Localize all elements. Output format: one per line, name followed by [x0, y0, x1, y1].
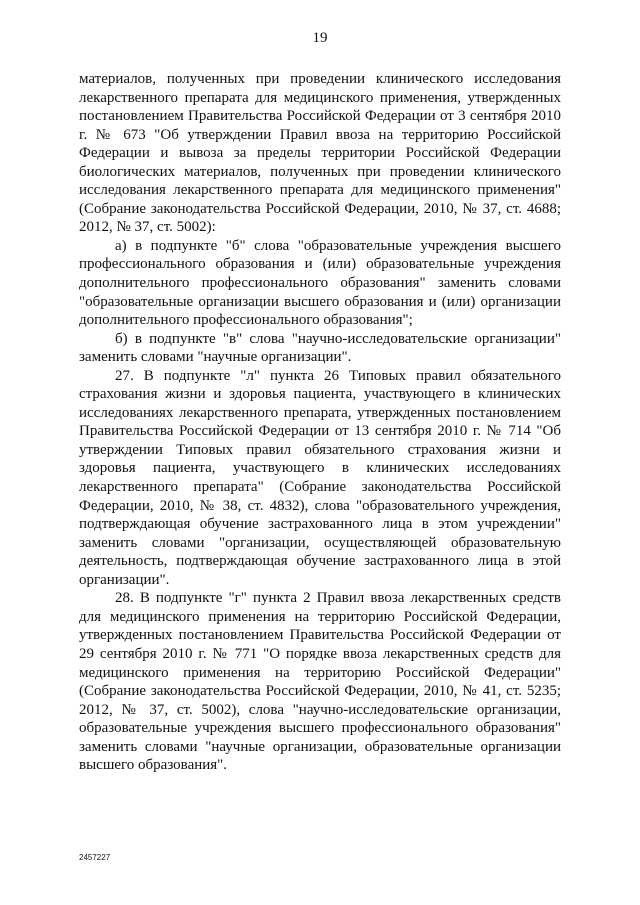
document-body	[79, 70, 561, 775]
paragraph-item-28: 28. В подпункте "г" пункта 2 Правил ввоза лекарственных средств для медицинского применения на территорию Российской Федерации, утвержденных постановлением Правительства Российской Федерации от 29 сентября 2010 г. № 771 "О порядке ввоза лекарственных средств для медицинского применения на территорию Российской Федерации" (Собрание законодательства Российской Федерации, 2010, № 41, ст. 5235; 2012, № 37, ст. 5002), слова "научно-исследовательские организации, образовательные учреждения высшего профессионального образования" заменить словами "научные организации, образовательные организации высшего образования".	[79, 590, 561, 774]
document-code: 2457227	[79, 853, 111, 862]
paragraph-continuation: материалов, полученных при проведении клинического исследования лекарственного препарата для медицинского применения, утвержденных постановлением Правительства Российской Федерации от 3 сентября 2010 г. № 673 "Об утверждении Правил ввоза на территорию Российской Федерации и вывоза за пределы территории Российской Федерации биологических материалов, полученных при проведении клинического исследования лекарственного препарата для медицинского применения" (Собрание законодательства Российской Федерации, 2010, № 37, ст. 4688; 2012, № 37, ст. 5002):	[79, 71, 561, 236]
page-number: 19	[312, 30, 328, 46]
paragraph-subitem-b: б) в подпункте "в" слова "научно-исследовательские организации" заменить словами "научные организации".	[79, 330, 561, 366]
paragraph-item-27: 27. В подпункте "л" пункта 26 Типовых правил обязательного страхования жизни и здоровья пациента, участвующего в клинических исследованиях лекарственного препарата, утвержденных постановлением Правительства Российской Федерации от 13 сентября 2010 г. № 714 "Об утверждении Типовых правил обязательного страхования жизни и здоровья пациента, участвующего в клинических исследованиях лекарственного препарата" (Собрание законодательства Российской Федерации, 2010, № 38, ст. 4832), слова "образовательного учреждения, подтверждающая обучение застрахованного лица в этом учреждении" заменить словами "организации, осуществляющей образовательную деятельность, подтверждающая обучение застрахованного лица в этой организации".	[79, 367, 561, 588]
paragraph-subitem-a: а) в подпункте "б" слова "образовательные учреждения высшего профессионального образования и (или) образовательные учреждения дополнительного профессионального образования" заменить словами "образовательные организации высшего образования и (или) организации дополнительного профессионального образования";	[79, 237, 561, 329]
